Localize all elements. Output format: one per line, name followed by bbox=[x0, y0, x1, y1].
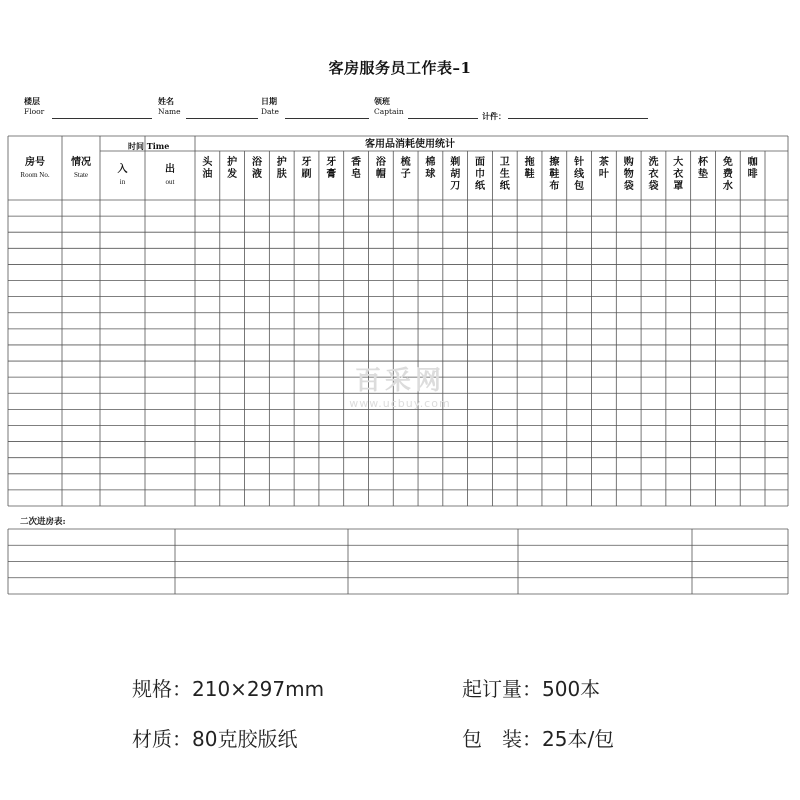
field-name-cn: 姓名 bbox=[158, 96, 174, 106]
spec-moq bbox=[462, 673, 600, 702]
spec-pack-value: 25本/包 bbox=[542, 727, 615, 751]
header-room-en: Room No. bbox=[20, 171, 50, 179]
item-header: 杯 垫 bbox=[698, 157, 709, 180]
header-consumption: 客用品消耗使用统计 bbox=[365, 139, 455, 150]
item-header: 浴 液 bbox=[251, 157, 262, 180]
item-header: 浴 帽 bbox=[375, 157, 386, 180]
item-header: 护 发 bbox=[227, 157, 238, 180]
spec-size-label: 规格： bbox=[132, 677, 192, 701]
spec-material bbox=[132, 723, 297, 752]
header-time: 时间 Time bbox=[128, 141, 170, 151]
item-header: 购 物 袋 bbox=[623, 157, 634, 192]
field-captain-en: Captain bbox=[374, 107, 404, 116]
item-header: 拖 鞋 bbox=[524, 157, 535, 180]
page-title: 客房服务员工作表–1 bbox=[328, 59, 472, 77]
item-header: 大 衣 罩 bbox=[673, 157, 684, 192]
header-state-en: State bbox=[74, 171, 88, 179]
item-header: 梳 子 bbox=[400, 157, 411, 180]
item-header: 面 巾 纸 bbox=[474, 157, 485, 192]
item-header: 茶 叶 bbox=[598, 157, 609, 180]
spec-pack-label: 包 装： bbox=[462, 727, 542, 751]
item-header: 针 线 包 bbox=[574, 157, 585, 192]
header-in-cn: 入 bbox=[117, 164, 128, 175]
item-header: 擦 鞋 布 bbox=[549, 157, 560, 192]
item-header: 牙 刷 bbox=[301, 157, 312, 180]
item-header: 牙 膏 bbox=[326, 157, 337, 180]
item-header: 棉 球 bbox=[425, 157, 436, 180]
header-out-en: out bbox=[165, 178, 175, 186]
header-state-cn: 情况 bbox=[71, 157, 91, 168]
spec-moq-label: 起订量： bbox=[462, 677, 542, 701]
item-header: 护 肤 bbox=[276, 157, 287, 180]
item-header: 头 油 bbox=[202, 157, 213, 180]
spec-size bbox=[132, 673, 324, 702]
field-floor-cn: 楼层 bbox=[24, 96, 40, 106]
item-header: 洗 衣 袋 bbox=[648, 157, 659, 192]
watermark-cn: 百采网 bbox=[354, 366, 445, 396]
spec-material-value: 80克胶版纸 bbox=[192, 727, 298, 751]
recheck-label: 二次进房表: bbox=[20, 517, 66, 527]
field-name-en: Name bbox=[158, 107, 181, 116]
spec-moq-value: 500本 bbox=[542, 677, 601, 701]
watermark-logo bbox=[330, 360, 470, 410]
header-out-cn: 出 bbox=[165, 164, 175, 175]
item-header: 咖 啡 bbox=[747, 157, 758, 180]
watermark-url: www.ucbuy.com bbox=[349, 397, 451, 410]
item-header: 卫 生 纸 bbox=[499, 157, 510, 192]
spec-material-label: 材质： bbox=[132, 727, 192, 751]
field-floor-en: Floor bbox=[24, 107, 45, 116]
field-captain-cn: 领班 bbox=[374, 96, 390, 106]
field-piecework: 计件： bbox=[482, 111, 506, 121]
header-in-en: in bbox=[119, 178, 126, 186]
spec-size-value: 210×297mm bbox=[192, 677, 325, 701]
field-date-cn: 日期 bbox=[261, 96, 277, 106]
item-header: 免 费 水 bbox=[722, 157, 733, 192]
item-header: 香 皂 bbox=[351, 157, 362, 180]
header-room-cn: 房号 bbox=[25, 157, 45, 168]
spec-pack bbox=[462, 723, 614, 752]
item-header: 剃 胡 刀 bbox=[450, 157, 461, 192]
field-date-en: Date bbox=[261, 107, 279, 116]
